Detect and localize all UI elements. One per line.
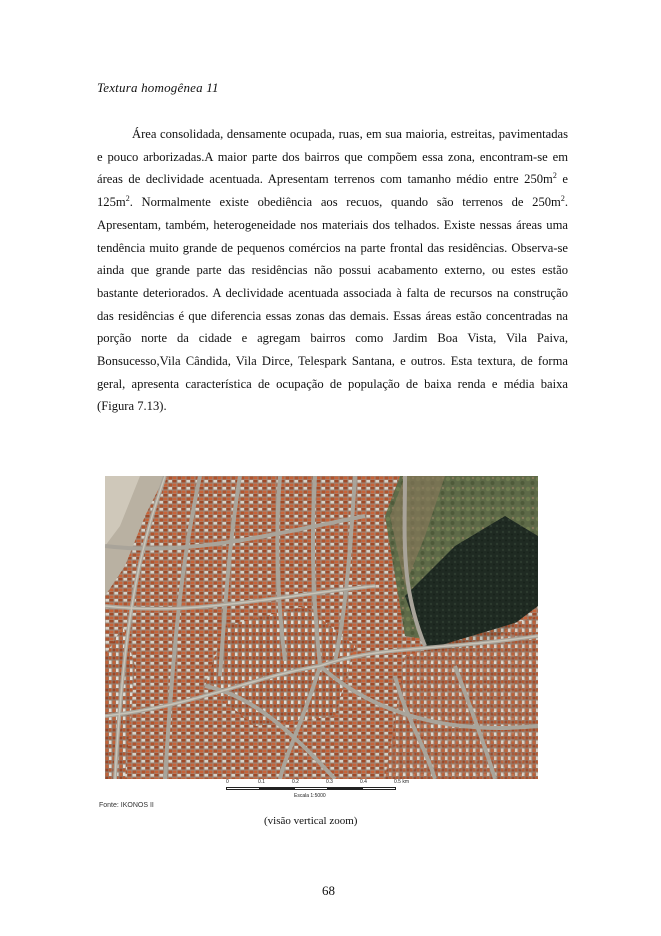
scale-title: Escala 1:5000 [294, 793, 326, 799]
scale-tick-label: 0.2 [292, 779, 299, 785]
scale-tick-label: 0.1 [258, 779, 265, 785]
scale-segment [226, 787, 260, 790]
scale-bar [224, 779, 424, 801]
body-paragraph [97, 123, 568, 418]
scale-tick-label: 0.4 [360, 779, 367, 785]
paragraph-text-2: e 125m [97, 172, 568, 210]
scale-segment [260, 787, 294, 790]
satellite-image [105, 476, 538, 779]
paragraph-text-3: . Normalmente existe obediência aos recuos, quando são terrenos de 250m [129, 195, 561, 210]
superscript-3: 2 [560, 193, 565, 203]
scale-tick-label: 0.3 [326, 779, 333, 785]
figure-caption: (visão vertical zoom) [264, 815, 358, 827]
satellite-image-drawing [105, 476, 538, 779]
scale-segment [362, 787, 396, 790]
superscript-2: 2 [125, 193, 130, 203]
paragraph-text-1: Área consolidada, densamente ocupada, ruas, em sua maioria, estreitas, pavimentadas e pouco arborizadas.A maior parte dos bairros que compõem essa zona, encontram-se em áreas de declividade acentuada. Apresentam terrenos com tamanho médio entre 250m [97, 127, 568, 187]
scale-tick-label: 0 [226, 779, 229, 785]
paragraph-text-4: . Apresentam, também, heterogeneidade nos materiais dos telhados. Existe nessas áreas uma tendência muito grande de pequenos comércios na parte frontal das residências. Observa-se ainda que grande parte das residências não possui acabamento externo, ou estes estão bastante deteriorados. A declividade acentuada associada à falta de recursos na construção das residências é que diferencia essas zonas das demais. Essas áreas estão concentradas na porção norte da cidade e agregam bairros como Jardim Boa Vista, Vila Paiva, Bonsucesso,Vila Cândida, Vila Dirce, Telespark Santana, e outros. Esta textura, de forma geral, apresenta característica de ocupação de população de baixa renda e média baixa (Figura 7.13). [97, 195, 568, 414]
scale-tick-label: 0.5 km [394, 779, 410, 785]
scale-segment [328, 787, 362, 790]
page-number: 68 [322, 883, 335, 898]
figure-source: Fonte: IKONOS II [99, 802, 154, 809]
superscript-1: 2 [552, 171, 557, 181]
scale-segment [294, 787, 328, 790]
section-heading: Textura homogênea 11 [97, 80, 219, 95]
